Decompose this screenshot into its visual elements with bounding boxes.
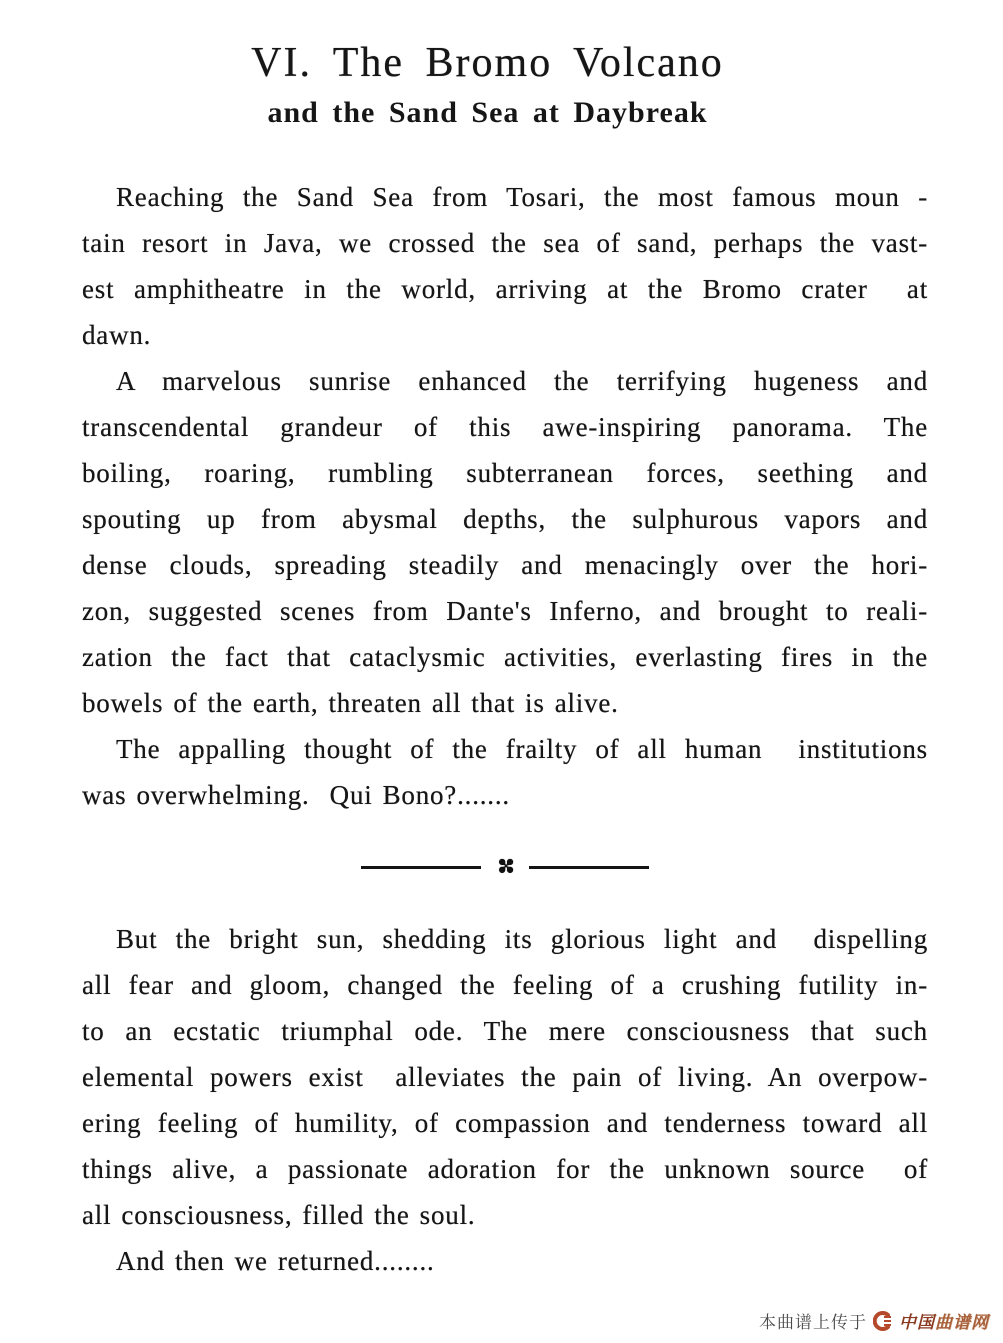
paragraph: [82, 358, 928, 726]
heading-block: [0, 40, 989, 130]
watermark: [759, 1308, 989, 1333]
text-line: to an ecstatic triumphal ode. The mere consciousness that such: [82, 1016, 928, 1046]
divider-rule-right: [529, 866, 649, 869]
text-column: [82, 174, 928, 1284]
text-line: zation the fact that cataclysmic activities, everlasting fires in the: [82, 642, 928, 672]
paragraph: [82, 1238, 928, 1284]
text-line: dense clouds, spreading steadily and menacingly over the hori-: [82, 550, 928, 580]
section-divider: [82, 850, 928, 883]
text-line: all consciousness, filled the soul.: [82, 1200, 476, 1230]
text-line: spouting up from abysmal depths, the sulphurous vapors and: [82, 504, 928, 534]
site-logo-icon: [873, 1311, 893, 1331]
text-line: Reaching the Sand Sea from Tosari, the most famous moun -: [116, 182, 928, 212]
text-line: But the bright sun, shedding its glorious light and dispelling: [116, 924, 928, 954]
site-name-part1: 中国: [899, 1313, 935, 1333]
text-line: boiling, roaring, rumbling subterranean forces, seething and: [82, 458, 928, 488]
cross-ornament-icon: ✤: [489, 850, 522, 883]
text-line: ering feeling of humility, of compassion and tenderness toward all: [82, 1108, 928, 1138]
text-line: was overwhelming. Qui Bono?.......: [82, 780, 510, 810]
text-line: bowels of the earth, threaten all that is alive.: [82, 688, 619, 718]
paragraph: [82, 726, 928, 818]
text-line: dawn.: [82, 320, 152, 350]
text-line: est amphitheatre in the world, arriving at the Bromo crater at: [82, 274, 928, 304]
chapter-title: VI. The Bromo Volcano: [251, 40, 724, 86]
text-line: transcendental grandeur of this awe-inspiring panorama. The: [82, 412, 928, 442]
text-line: A marvelous sunrise enhanced the terrifying hugeness and: [116, 366, 928, 396]
chapter-subtitle: and the Sand Sea at Daybreak: [267, 96, 708, 129]
text-line: elemental powers exist alleviates the pain of living. An overpow-: [82, 1062, 928, 1092]
divider-rule-left: [361, 866, 481, 869]
text-line: tain resort in Java, we crossed the sea of sand, perhaps the vast-: [82, 228, 928, 258]
text-line: things alive, a passionate adoration for the unknown source of: [82, 1154, 928, 1184]
site-name-part2: 曲谱网: [935, 1313, 989, 1333]
text-line: The appalling thought of the frailty of all human institutions: [116, 734, 928, 764]
text-line: zon, suggested scenes from Dante's Inferno, and brought to reali-: [82, 596, 928, 626]
watermark-upload-text: 本曲谱上传于: [759, 1313, 867, 1333]
text-line: all fear and gloom, changed the feeling of a crushing futility in-: [82, 970, 928, 1000]
paragraph: [82, 174, 928, 358]
site-name: [899, 1308, 989, 1333]
text-line: And then we returned........: [116, 1246, 435, 1276]
paragraph: [82, 916, 928, 1238]
